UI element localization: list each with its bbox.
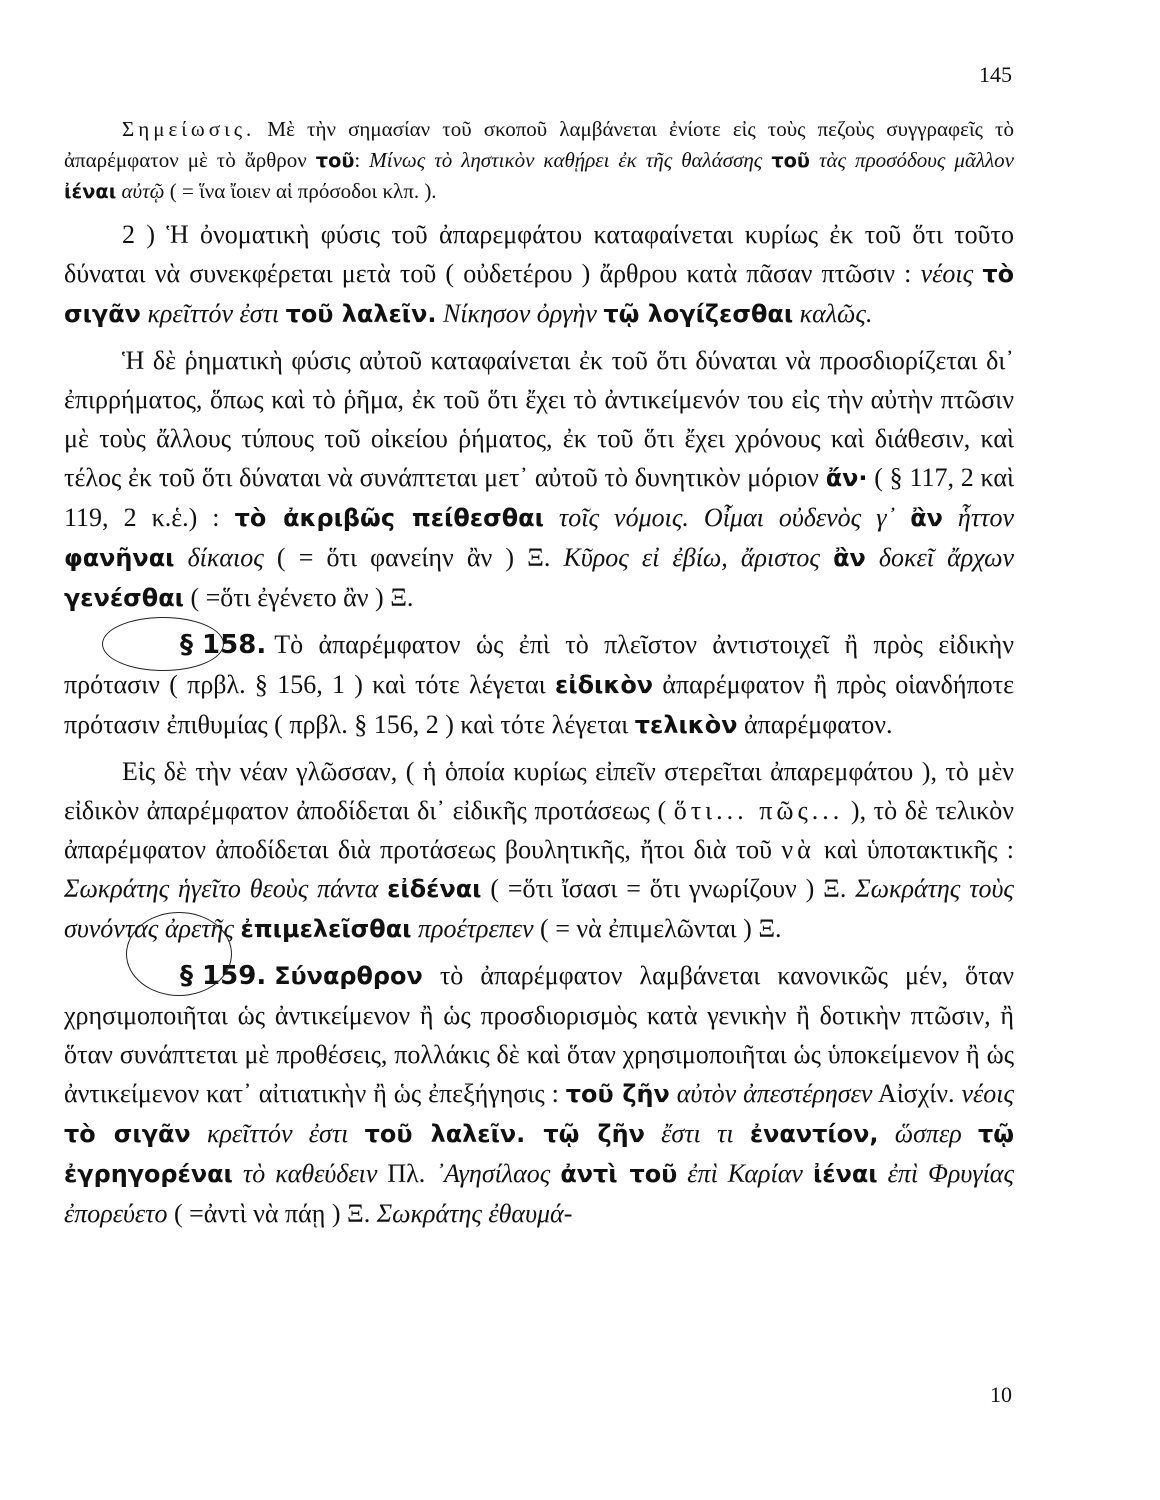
section-158-number: § 158. [180,630,267,660]
section-158-marker [122,625,274,665]
sheet-number: 10 [990,1382,1012,1407]
section-159: § 159. Σύναρθρον τὸ ἀπαρέμφατον λαμβάνεται κανονικῶς μέν, ὅταν χρησιμοποιῆται ὡς ἀντικείμενον ἢ ὡς προσδιορισμὸς κατὰ γενικὴν ἢ δοτικὴν πτῶσιν, ἢ ὅταν συνάπτεται μὲ προθέσεις, πολλάκις δὲ καὶ ὅταν χρησιμοποιῆται ὡς ὑποκείμενον ἢ ὡς ἀντικείμενον κατ᾽ αἰτιατικὴν ἢ ὡς ἐπεξήγησις : τοῦ ζῆν αὐτὸν ἀπεστέρησεν Αἰσχίν. νέοις τὸ σιγᾶν κρεῖττόν ἐστι τοῦ λαλεῖν. τῷ ζῆν ἔστι τι ἐναντίον, ὥσπερ τῷ ἐγρηγορέναι τὸ καθεύδειν Πλ. ᾽Αγησίλαος ἀντὶ τοῦ ἐπὶ Καρίαν ἰέναι ἐπὶ Φρυγίας ἐπορεύετο ( =ἀντὶ νὰ πάῃ ) Ξ. Σωκράτης ἐθαυμά- [64,956,1014,1233]
note-label: Σημείωσις. [122,117,256,141]
paragraph-modern-language: Εἰς δὲ τὴν νέαν γλῶσσαν, ( ἡ ὁποία κυρίως εἰπεῖν στερεῖται ἀπαρεμφάτου ), τὸ μὲν εἰδικὸν ἀπαρέμφατον ἀποδίδεται δι᾽ εἰδικῆς προτάσεως ( ὅτι... πῶς... ), τὸ δὲ τελικὸν ἀπαρέμφατον ἀποδίδεται διὰ προτάσεως βουλητικῆς, ἤτοι διὰ τοῦ νὰ καὶ ὑποτακτικῆς : Σωκράτης ἡγεῖτο θεοὺς πάντα εἰδέναι ( =ὅτι ἴσασι = ὅτι γνωρίζουν ) Ξ. Σωκράτης τοὺς συνόντας ἀρετῆς ἐπιμελεῖσθαι προέτρεπεν ( = νὰ ἐπιμελῶνται ) Ξ. [64,757,1014,943]
paragraph-verbal-nature: Ἡ δὲ ῥηματικὴ φύσις αὐτοῦ καταφαίνεται ἐκ τοῦ ὅτι δύναται νὰ προσδιορίζεται δι᾽ ἐπιρρήματος, ὅπως καὶ τὸ ῥῆμα, ἐκ τοῦ ὅτι ἔχει τὸ ἀντικείμενόν του εἰς τὴν αὐτὴν πτῶσιν μὲ τοὺς ἄλλους τύπους τοῦ οἰκείου ῥήματος, ἐκ τοῦ ὅτι ἔχει χρόνους καὶ διάθεσιν, καὶ τέλος ἐκ τοῦ ὅτι δύναται νὰ συνάπτεται μετ᾽ αὐτοῦ τὸ δυνητικὸν μόριον ἄν· ( § 117, 2 καὶ 119, 2 κ.ἑ.) : τὸ ἀκριβῶς πείθεσθαι τοῖς νόμοις. Οἶμαι οὐδενὸς γ᾽ ἂν ἧττον φανῆναι δίκαιος ( = ὅτι φανείην ἂν ) Ξ. Κῦρος εἰ ἐβίω, ἄριστος ἂν δοκεῖ ἄρχων γενέσθαι ( =ὅτι ἐγένετο ἂν ) Ξ. [64,346,1015,612]
section-158: § 158. Τὸ ἀπαρέμφατον ὡς ἐπὶ τὸ πλεῖστον ἀντιστοιχεῖ ἢ πρὸς εἰδικὴν πρότασιν ( πρβλ. § 156, 1 ) καὶ τότε λέγεται εἰδικὸν ἀπαρέμφατον ἢ πρὸς οἱανδήποτε πρότασιν ἐπιθυμίας ( πρβλ. § 156, 2 ) καὶ τότε λέγεται τελικὸν ἀπαρέμφατον. [64,625,1014,745]
section-159-number: § 159. [180,961,267,991]
section-159-marker [122,956,274,996]
paragraph-nominal-nature: 2 ) Ἡ ὀνοματικὴ φύσις τοῦ ἀπαρεμφάτου καταφαίνεται κυρίως ἐκ τοῦ ὅτι τοῦτο δύναται νὰ συνεκφέρεται μετὰ τοῦ ( οὐδετέρου ) ἄρθρου κατὰ πᾶσαν πτῶσιν : νέοις τὸ σιγᾶν κρεῖττόν ἐστι τοῦ λαλεῖν. Νίκησον ὀργὴν τῷ λογίζεσθαι καλῶς. [64,220,1014,328]
text-body [64,114,1014,1240]
page-number: 145 [979,62,1012,87]
note-paragraph: Σημείωσις. Μὲ τὴν σημασίαν τοῦ σκοποῦ λαμβάνεται ἐνίοτε εἰς τοὺς πεζοὺς συγγραφεῖς τὸ ἀπαρέμφατον μὲ τὸ ἄρθρον τοῦ: Μίνως τὸ ληστικὸν καθῄρει ἐκ τῆς θαλάσσης τοῦ τὰς προσόδους μᾶλλον ἰέναι αὐτῷ ( = ἵνα ἴοιεν αἱ πρόσοδοι κλπ. ). [64,117,1015,203]
